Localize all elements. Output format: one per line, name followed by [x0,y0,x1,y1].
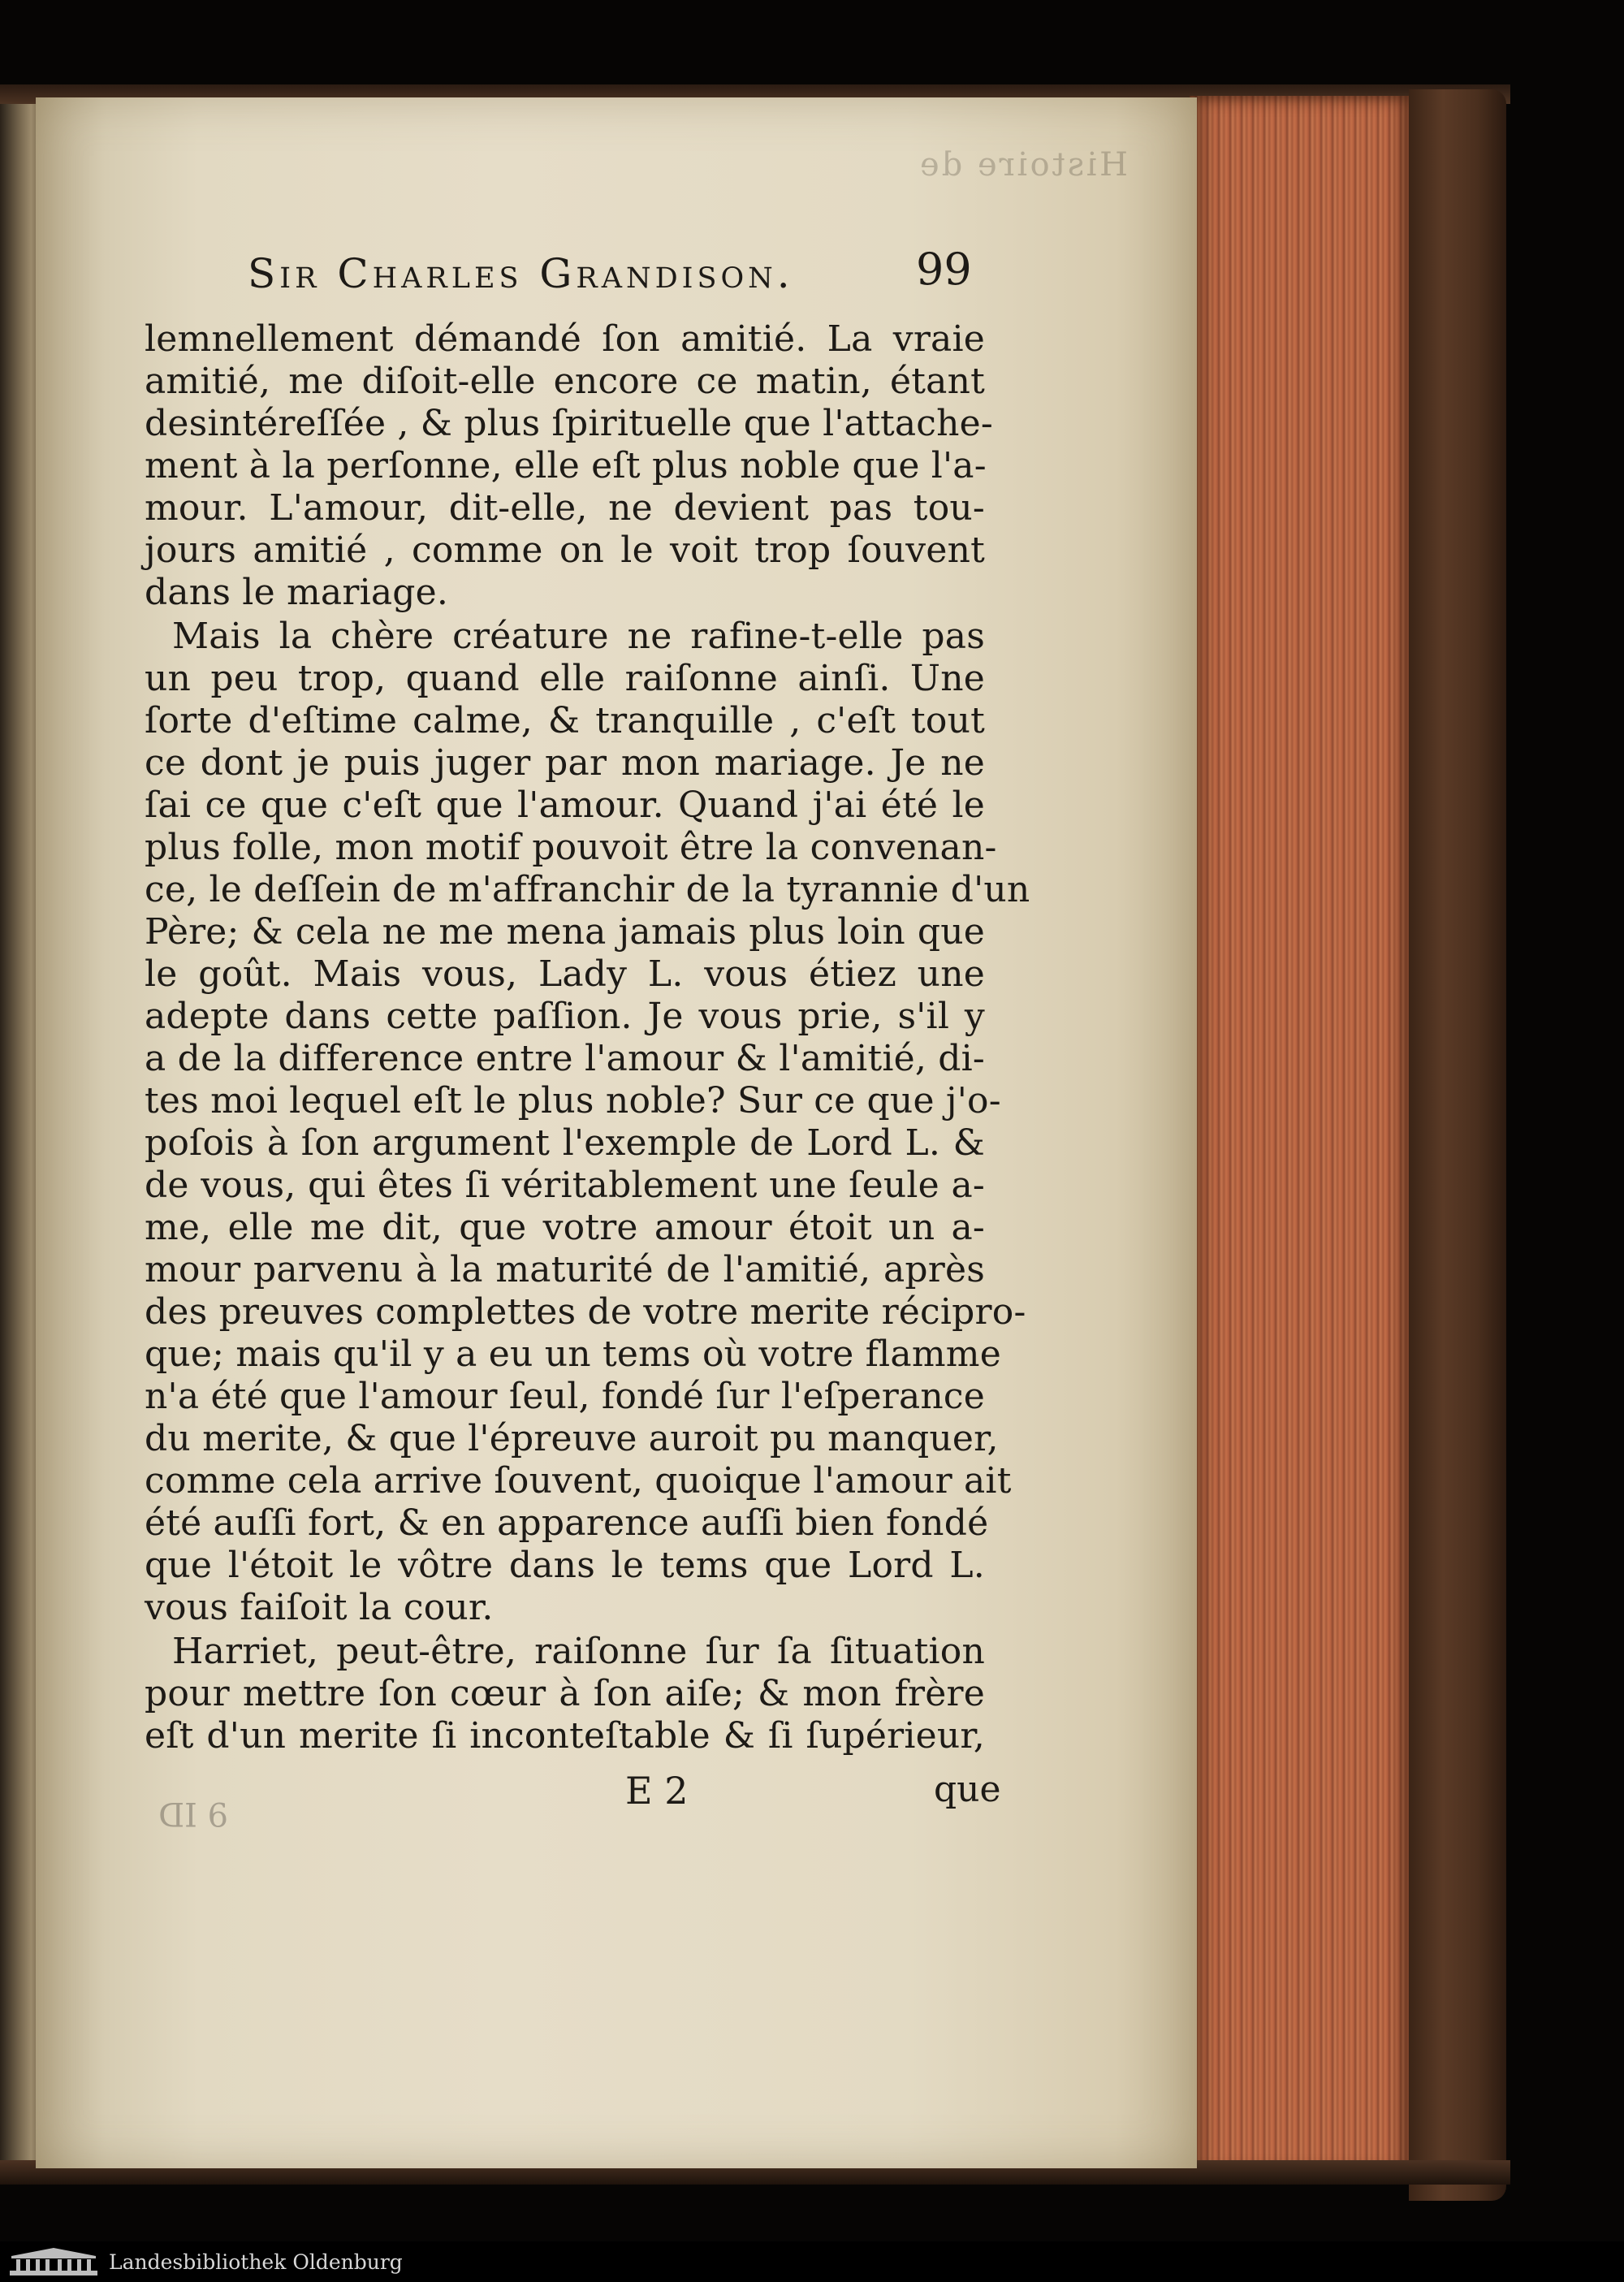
text-line: du merite, & que l'épreuve auroit pu manquer, [145,1418,999,1459]
text-line: mour parvenu à la maturité de l'amitié, après [145,1249,985,1290]
leather-cover [1409,89,1506,2201]
text-line: le goût. Mais vous, Lady L. vous étiez une [145,953,985,995]
text-line: me, elle me dit, que votre amour étoit un a- [145,1207,985,1248]
text-line: ce, le deſſein de m'affranchir de la tyrannie d'un [145,869,1030,910]
catchword: que [934,1769,1001,1810]
text-line: que; mais qu'il y a eu un tems où votre flamme [145,1333,1001,1375]
text-line: desintéreſſée , & plus ſpirituelle que l'attache- [145,403,993,444]
text-line: été auſſi fort, & en apparence auſſi bien fondé [145,1502,989,1544]
text-line: ſorte d'eſtime calme, & tranquille , c'eſt tout [145,700,985,741]
text-line: a de la difference entre l'amour & l'amitié, di- [145,1038,985,1079]
text-line: que l'étoit le vôtre dans le tems que Lord L. [145,1545,985,1586]
text-line: des preuves complettes de votre merite récipro- [145,1291,1026,1333]
text-line: pour mettre ſon cœur à ſon aiſe; & mon frère [145,1673,985,1714]
signature-mark: E 2 [625,1769,689,1813]
page-number: 99 [916,244,972,295]
text-line: Harriet, peut-être, raiſonne ſur ſa ſituation [172,1631,985,1672]
text-line: ment à la perſonne, elle eſt plus noble que l'a- [145,445,987,486]
text-line: un peu trop, quand elle raiſonne ainſi. Une [145,658,985,699]
text-line: amitié, me diſoit-elle encore ce matin, étant [145,361,985,402]
text-line: lemnellement démandé ſon amitié. La vraie [145,318,985,360]
text-line: mour. L'amour, dit-elle, ne devient pas tou- [145,487,985,529]
text-line: Père; & cela ne me mena jamais plus loin que [145,911,985,953]
text-line: plus folle, mon motif pouvoit être la convenan- [145,827,997,868]
text-line: ce dont je puis juger par mon mariage. Je ne [145,742,985,784]
text-line: de vous, qui êtes ſi véritablement une ſeule a- [145,1165,985,1206]
text-line: adepte dans cette paſſion. Je vous prie, s'il y [145,996,985,1037]
text-line: eſt d'un merite ſi inconteſtable & ſi ſupérieur, [145,1715,985,1757]
text-line: ſai ce que c'eſt que l'amour. Quand j'ai été le [145,784,985,826]
running-head: Sir Charles Grandison. [248,250,794,297]
text-line: jours amitié , comme on le voit trop ſouvent [145,529,985,571]
text-line: dans le mariage. [145,572,449,613]
library-name: Landesbibliothek Oldenburg [109,2250,403,2274]
library-building-icon [8,2246,99,2277]
text-line: vous faiſoit la cour. [145,1587,494,1628]
text-line: comme cela arrive ſouvent, quoique l'amour ait [145,1460,1012,1502]
text-line: n'a été que l'amour ſeul, fondé ſur l'eſperance [145,1376,985,1417]
text-line: poſois à ſon argument l'exemple de Lord L. & [145,1122,985,1164]
page-fore-edge [1190,96,1409,2175]
bleed-through-head: Histoire de [918,146,1128,184]
text-line: tes moi lequel eſt le plus noble? Sur ce que j'o- [145,1080,1001,1122]
book-gutter [0,104,39,2167]
pencil-shelfmark: 9 ID [158,1795,229,1832]
text-line: Mais la chère créature ne rafine-t-elle pas [172,616,985,657]
